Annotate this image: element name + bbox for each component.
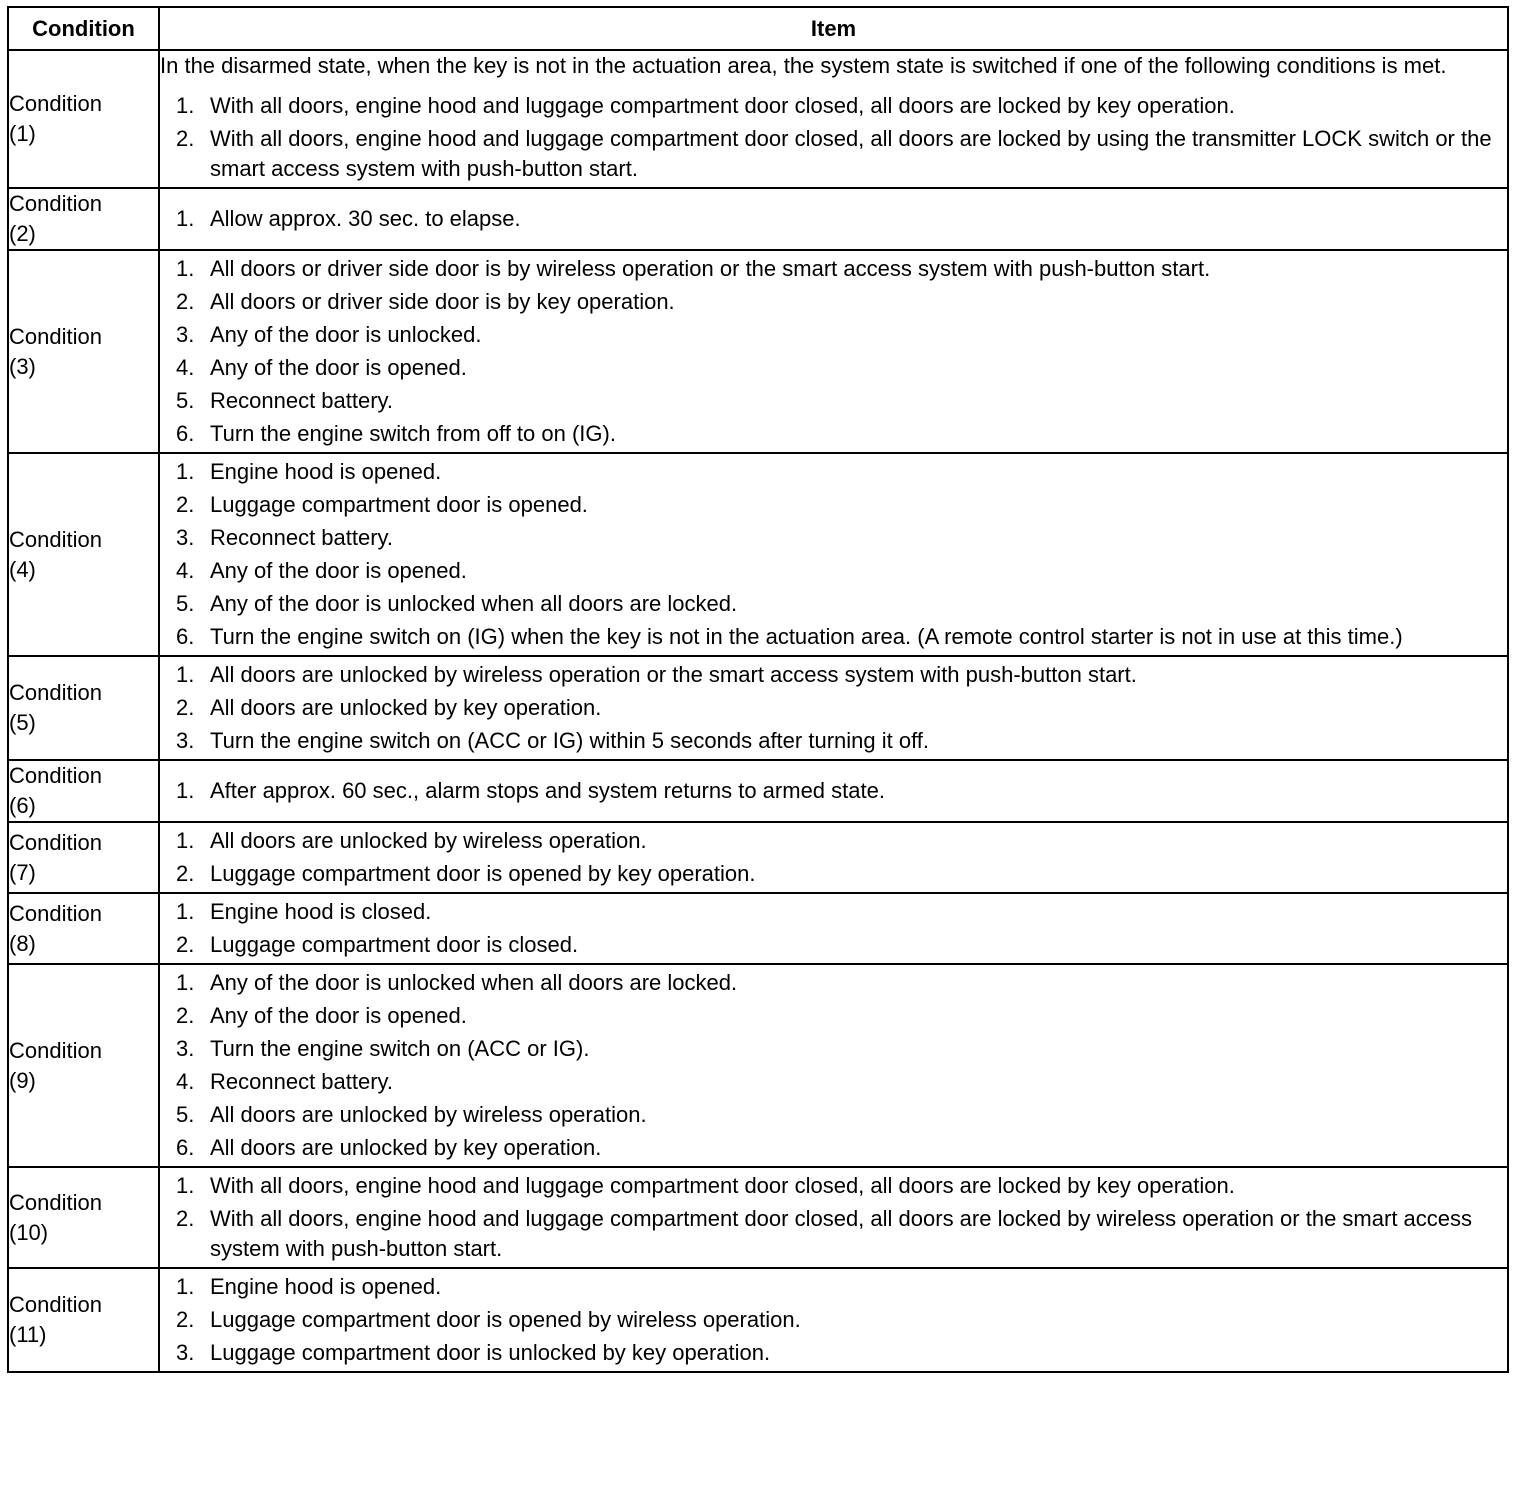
item-list (160, 897, 1507, 960)
condition-cell (8, 656, 159, 760)
item-number: 3. (176, 1340, 195, 1365)
condition-number: (7) (9, 859, 36, 885)
item-text: All doors or driver side door is by key operation. (210, 289, 675, 314)
list-item (160, 589, 1507, 619)
item-text: With all doors, engine hood and luggage compartment door closed, all doors are locked by key operation. (210, 1173, 1235, 1198)
item-text: Engine hood is closed. (210, 899, 432, 924)
item-list (160, 1272, 1507, 1368)
item-number: 3. (176, 322, 195, 347)
condition-label: Condition (9, 1037, 102, 1063)
item-list (160, 254, 1507, 449)
item-text: Allow approx. 30 sec. to elapse. (210, 206, 521, 231)
table-row (8, 1167, 1508, 1268)
list-item (160, 556, 1507, 586)
header-item: Item (159, 7, 1508, 50)
list-item (160, 1067, 1507, 1097)
condition-label: Condition (9, 91, 102, 116)
items-cell (159, 188, 1508, 250)
list-item (160, 1272, 1507, 1302)
list-item (160, 204, 1507, 234)
items-cell (159, 1268, 1508, 1372)
item-text: Turn the engine switch on (IG) when the key is not in the actuation area. (A remote control starter is not in use at this time.) (210, 624, 1403, 649)
list-item (160, 386, 1507, 416)
condition-cell (8, 453, 159, 656)
list-item (160, 776, 1507, 806)
item-number: 5. (176, 388, 195, 413)
item-text: Luggage compartment door is opened. (210, 492, 588, 517)
table-row (8, 964, 1508, 1167)
item-text: Any of the door is opened. (210, 355, 467, 380)
item-number: 1. (176, 93, 195, 118)
condition-number: (9) (9, 1067, 36, 1093)
condition-label: Condition (9, 900, 102, 926)
item-number: 2. (176, 492, 195, 517)
table-row (8, 760, 1508, 822)
condition-cell (8, 188, 159, 250)
list-item (160, 1001, 1507, 1031)
list-item (160, 930, 1507, 960)
item-number: 3. (176, 1036, 195, 1061)
item-number: 1. (176, 778, 195, 803)
items-cell (159, 50, 1508, 188)
table-row (8, 822, 1508, 893)
list-item (160, 968, 1507, 998)
item-text: Reconnect battery. (210, 525, 394, 550)
item-text: All doors are unlocked by wireless operation. (210, 828, 647, 853)
header-condition: Condition (8, 7, 159, 50)
table-row (8, 453, 1508, 656)
intro-text: In the disarmed state, when the key is not in the actuation area, the system state is switched if one of the following conditions is met. (160, 53, 1447, 78)
item-number: 5. (176, 591, 195, 616)
item-text: Turn the engine switch from off to on (IG). (210, 421, 616, 446)
item-number: 1. (176, 1274, 195, 1299)
condition-cell (8, 822, 159, 893)
condition-label: Condition (9, 1189, 102, 1215)
item-list (160, 776, 1507, 806)
item-text: After approx. 60 sec., alarm stops and system returns to armed state. (210, 778, 885, 803)
item-number: 1. (176, 970, 195, 995)
list-item (160, 897, 1507, 927)
item-text: Any of the door is unlocked when all doors are locked. (210, 970, 738, 995)
items-cell (159, 964, 1508, 1167)
condition-cell (8, 1268, 159, 1372)
item-text: Luggage compartment door is opened by key operation. (210, 861, 756, 886)
list-item (160, 1204, 1507, 1264)
item-number: 2. (176, 1307, 195, 1332)
item-text: Luggage compartment door is unlocked by key operation. (210, 1340, 771, 1365)
item-text: Reconnect battery. (210, 1069, 394, 1094)
list-item (160, 457, 1507, 487)
list-item (160, 826, 1507, 856)
item-list (160, 660, 1507, 756)
item-number: 6. (176, 421, 195, 446)
condition-label: Condition (9, 191, 102, 216)
condition-number: (10) (9, 1219, 49, 1245)
list-item (160, 1305, 1507, 1335)
item-number: 2. (176, 126, 195, 151)
item-text: Turn the engine switch on (ACC or IG) within 5 seconds after turning it off. (210, 728, 930, 753)
header-row (8, 7, 1508, 50)
item-text: All doors are unlocked by wireless operation. (210, 1102, 647, 1127)
item-number: 4. (176, 355, 195, 380)
condition-label: Condition (9, 323, 102, 349)
item-text: Any of the door is opened. (210, 558, 467, 583)
items-cell (159, 893, 1508, 964)
list-item (160, 1034, 1507, 1064)
table-row (8, 893, 1508, 964)
item-number: 2. (176, 1206, 195, 1231)
item-number: 2. (176, 861, 195, 886)
item-number: 2. (176, 932, 195, 957)
item-text: Engine hood is opened. (210, 1274, 442, 1299)
item-number: 6. (176, 1135, 195, 1160)
condition-number: (6) (9, 793, 36, 818)
items-cell (159, 453, 1508, 656)
item-text: Turn the engine switch on (ACC or IG). (210, 1036, 590, 1061)
list-item (160, 490, 1507, 520)
list-item (160, 124, 1507, 184)
item-number: 2. (176, 695, 195, 720)
item-text: Any of the door is unlocked when all doors are locked. (210, 591, 738, 616)
list-item (160, 287, 1507, 317)
item-text: Engine hood is opened. (210, 459, 442, 484)
list-item (160, 622, 1507, 652)
item-text: All doors are unlocked by wireless operation or the smart access system with push-button start. (210, 662, 1137, 687)
item-number: 1. (176, 828, 195, 853)
condition-cell (8, 893, 159, 964)
items-cell (159, 822, 1508, 893)
list-item (160, 254, 1507, 284)
list-item (160, 419, 1507, 449)
table-body (8, 50, 1508, 1372)
item-list (160, 457, 1507, 652)
item-number: 4. (176, 558, 195, 583)
item-list (160, 968, 1507, 1163)
list-item (160, 320, 1507, 350)
item-number: 1. (176, 256, 195, 281)
condition-number: (8) (9, 930, 36, 956)
item-text: Luggage compartment door is closed. (210, 932, 579, 957)
items-cell (159, 1167, 1508, 1268)
item-text: With all doors, engine hood and luggage compartment door closed, all doors are locked by using the transmitter LOCK switch or the smart access system with push-button start. (210, 126, 1492, 181)
item-text: All doors or driver side door is by wireless operation or the smart access system with push-button start. (210, 256, 1211, 281)
items-cell (159, 760, 1508, 822)
list-item (160, 1133, 1507, 1163)
item-number: 1. (176, 459, 195, 484)
list-item (160, 353, 1507, 383)
condition-cell (8, 1167, 159, 1268)
table-row (8, 250, 1508, 453)
table-row (8, 188, 1508, 250)
item-text: Any of the door is unlocked. (210, 322, 482, 347)
list-item (160, 1100, 1507, 1130)
items-cell (159, 656, 1508, 760)
item-number: 3. (176, 728, 195, 753)
item-text: With all doors, engine hood and luggage compartment door closed, all doors are locked by wireless operation or the smart access system with push-button start. (210, 1206, 1473, 1261)
condition-label: Condition (9, 829, 102, 855)
item-number: 1. (176, 899, 195, 924)
item-number: 2. (176, 1003, 195, 1028)
item-list (160, 91, 1507, 184)
condition-number: (4) (9, 556, 36, 582)
condition-label: Condition (9, 763, 102, 788)
table-row (8, 50, 1508, 188)
list-item (160, 726, 1507, 756)
item-text: All doors are unlocked by key operation. (210, 695, 602, 720)
item-number: 1. (176, 662, 195, 687)
condition-label: Condition (9, 1292, 102, 1317)
condition-cell (8, 250, 159, 453)
list-item (160, 91, 1507, 121)
item-text: All doors are unlocked by key operation. (210, 1135, 602, 1160)
item-number: 2. (176, 289, 195, 314)
list-item (160, 523, 1507, 553)
item-text: Any of the door is opened. (210, 1003, 467, 1028)
condition-cell (8, 964, 159, 1167)
items-cell (159, 250, 1508, 453)
item-text: Luggage compartment door is opened by wireless operation. (210, 1307, 801, 1332)
list-item (160, 1171, 1507, 1201)
item-number: 3. (176, 525, 195, 550)
item-text: Reconnect battery. (210, 388, 394, 413)
table-row (8, 1268, 1508, 1372)
condition-label: Condition (9, 526, 102, 552)
condition-number: (11) (9, 1322, 47, 1347)
item-number: 1. (176, 1173, 195, 1198)
condition-number: (3) (9, 353, 36, 379)
table-row (8, 656, 1508, 760)
condition-number: (1) (9, 121, 36, 146)
condition-number: (5) (9, 710, 36, 735)
item-list (160, 1171, 1507, 1264)
item-list (160, 826, 1507, 889)
list-item (160, 1338, 1507, 1368)
item-number: 1. (176, 206, 195, 231)
condition-label: Condition (9, 680, 102, 705)
item-number: 4. (176, 1069, 195, 1094)
item-number: 5. (176, 1102, 195, 1127)
item-list (160, 204, 1507, 234)
list-item (160, 693, 1507, 723)
condition-number: (2) (9, 221, 36, 246)
list-item (160, 660, 1507, 690)
item-text: With all doors, engine hood and luggage compartment door closed, all doors are locked by key operation. (210, 93, 1235, 118)
condition-cell (8, 760, 159, 822)
condition-table (7, 6, 1509, 1373)
item-number: 6. (176, 624, 195, 649)
list-item (160, 859, 1507, 889)
condition-cell (8, 50, 159, 188)
